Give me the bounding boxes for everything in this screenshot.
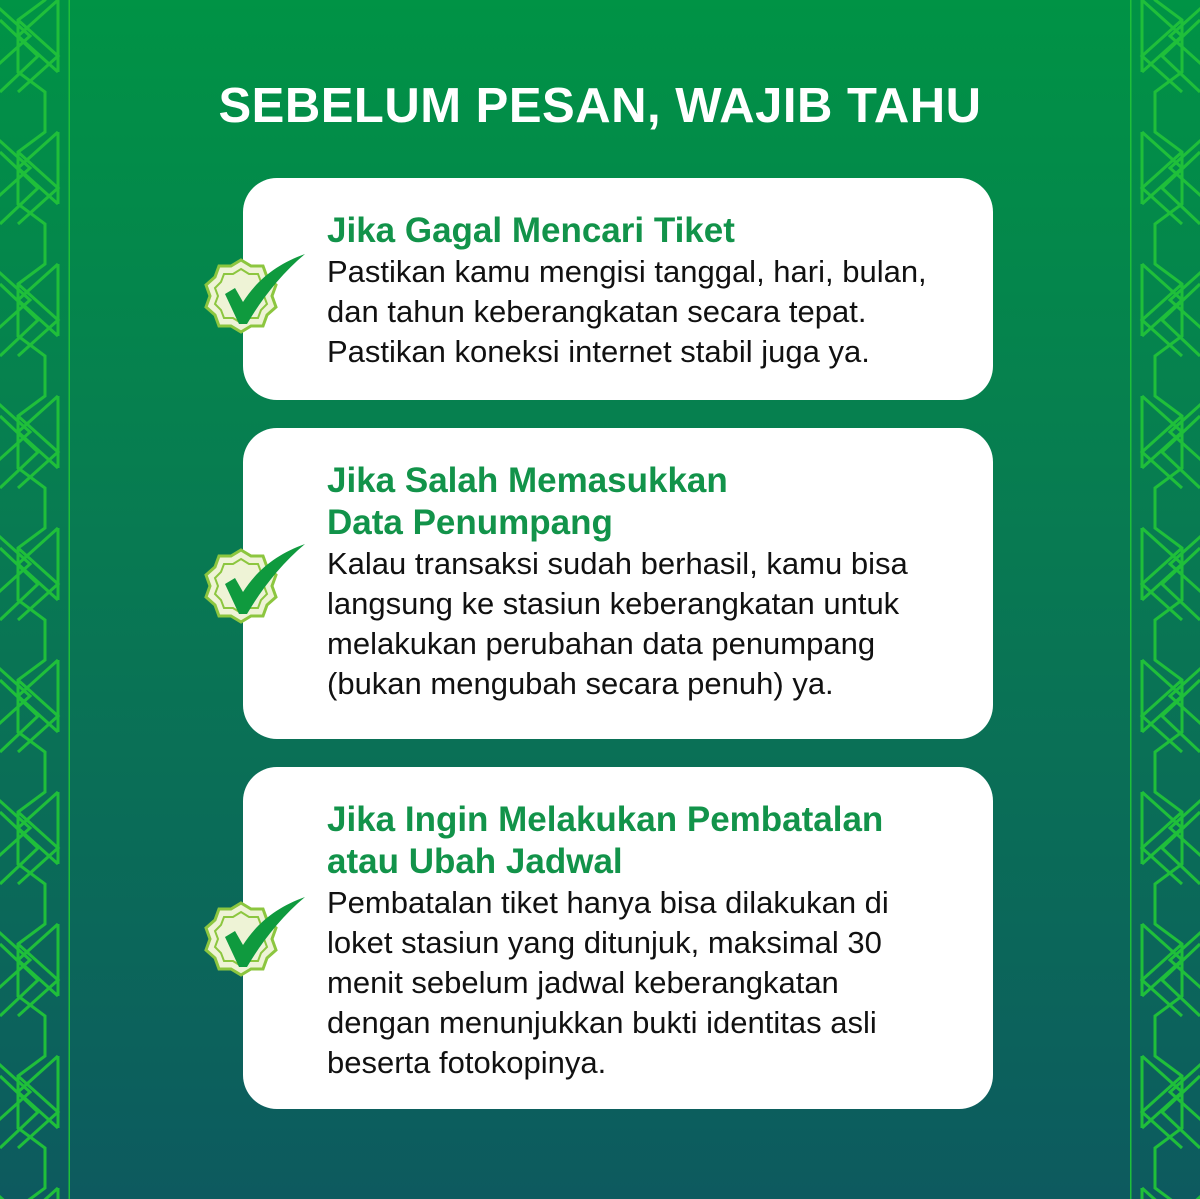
left-geometric-pattern: [0, 0, 70, 1199]
check-badge-icon: [203, 540, 311, 626]
page-title: SEBELUM PESAN, WAJIB TAHU: [218, 79, 982, 133]
card-title-line: atau Ubah Jadwal: [327, 842, 623, 881]
card-text-line: Kalau transaksi sudah berhasil, kamu bisa: [327, 546, 908, 581]
card-title-line: Data Penumpang: [327, 503, 613, 542]
card-text-line: dengan menunjukkan bukti identitas asli: [327, 1005, 877, 1040]
card-text-line: Pastikan koneksi internet stabil juga ya.: [327, 334, 870, 369]
card-title-line: Jika Ingin Melakukan Pembatalan: [327, 800, 884, 839]
card-text-line: beserta fotokopinya.: [327, 1045, 607, 1080]
card-text-line: dan tahun keberangkatan secara tepat.: [327, 294, 867, 329]
card-text-line: loket stasiun yang ditunjuk, maksimal 30: [327, 925, 882, 960]
check-badge-icon: [203, 893, 311, 979]
card-text-line: melakukan perubahan data penumpang: [327, 626, 876, 661]
card-text-line: langsung ke stasiun keberangkatan untuk: [327, 586, 900, 621]
right-geometric-pattern: [1130, 0, 1200, 1199]
card-text-line: menit sebelum jadwal keberangkatan: [327, 965, 839, 1000]
card-text-line: Pastikan kamu mengisi tanggal, hari, bulan,: [327, 254, 927, 289]
card-title-line: Jika Salah Memasukkan: [327, 461, 728, 500]
card-text-line: (bukan mengubah secara penuh) ya.: [327, 666, 834, 701]
info-card-salah-data-penumpang: [243, 428, 993, 739]
card-title: Jika Gagal Mencari Tiket: [327, 211, 735, 250]
info-card-gagal-mencari-tiket: [243, 178, 993, 400]
check-badge-icon: [203, 250, 311, 336]
card-text-line: Pembatalan tiket hanya bisa dilakukan di: [327, 885, 889, 920]
info-card-pembatalan-ubah-jadwal: [243, 767, 993, 1109]
